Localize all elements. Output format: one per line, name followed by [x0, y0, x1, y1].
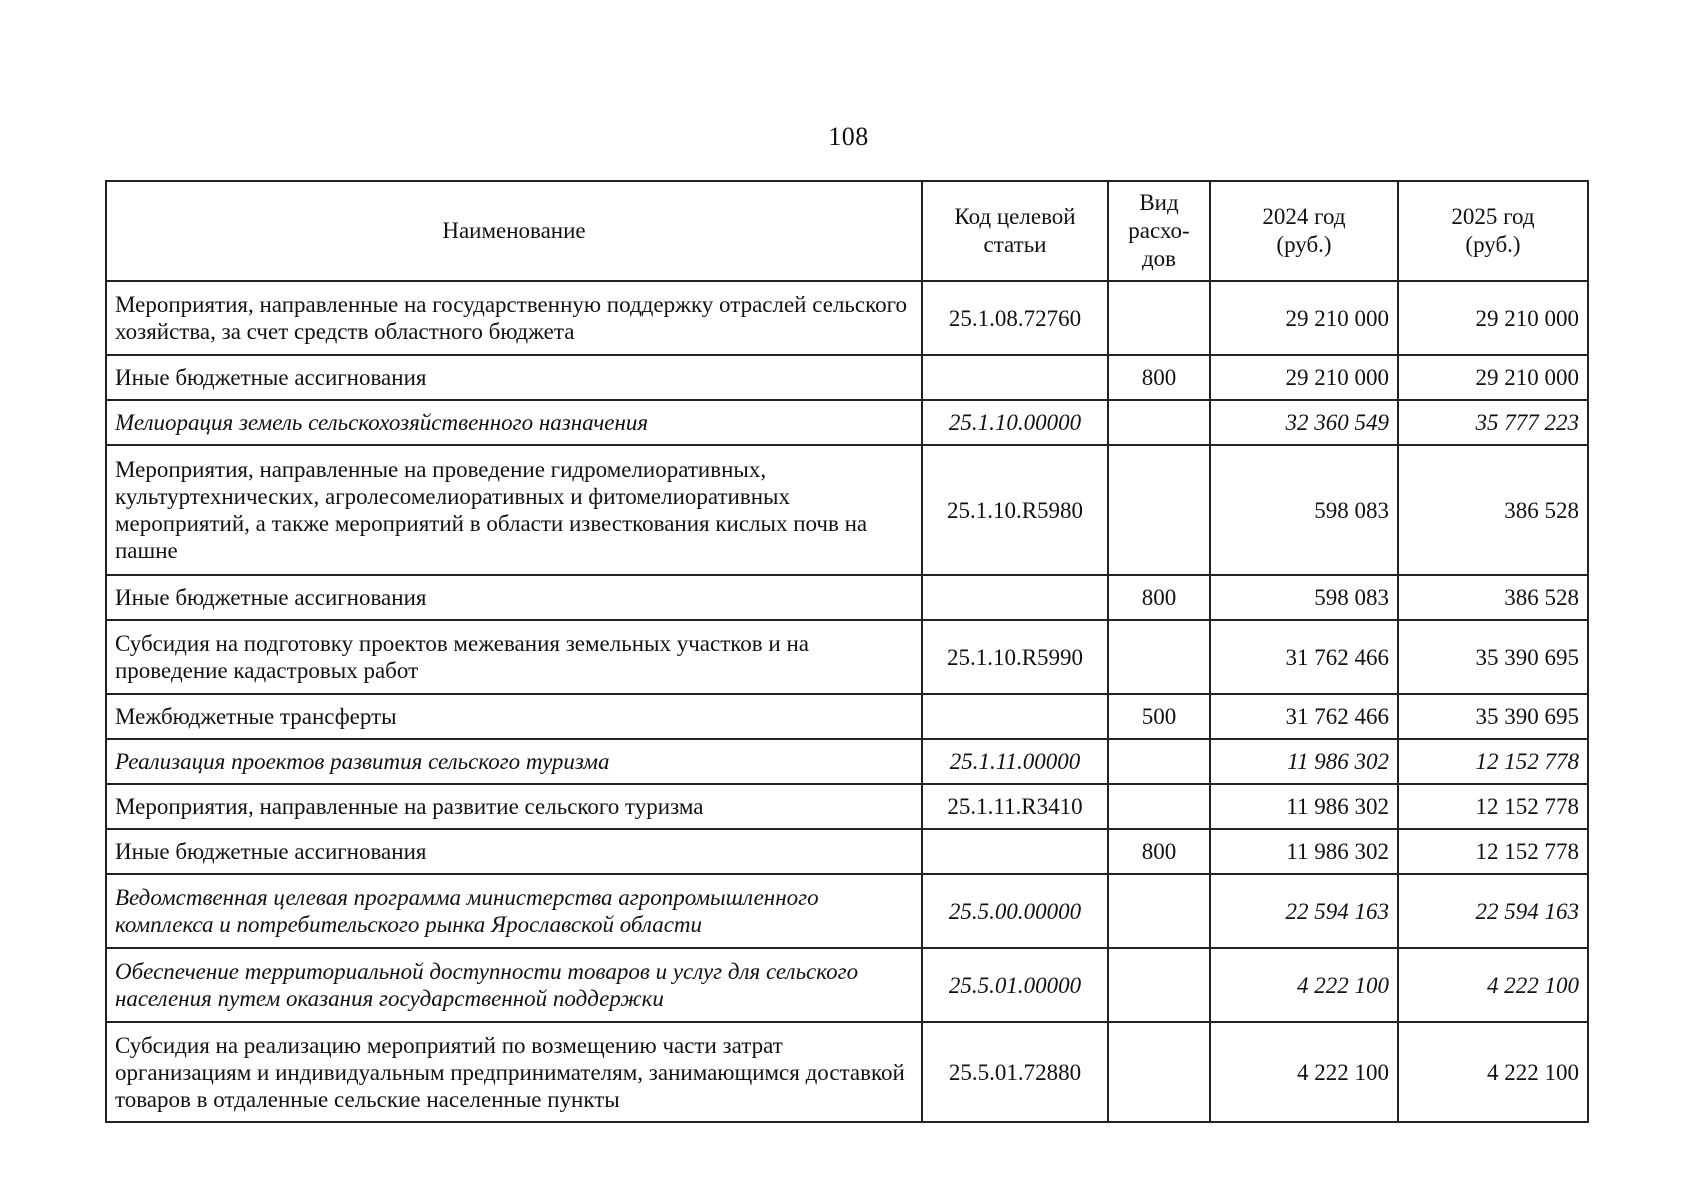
- header-2024: 2024 год (руб.): [1210, 181, 1398, 281]
- row-name-cell: Мероприятия, направленные на проведение гидромелиоративных, культуртехнических, агролесомелиоративных и фитомелиоративных мероприятий, а также мероприятий в области известкования кислых почв на пашне: [106, 445, 922, 575]
- row-name-cell: Субсидия на реализацию мероприятий по возмещению части затрат организациям и индивидуальным предпринимателям, занимающимся доставкой товаров в отдаленные сельские населенные пункты: [106, 1022, 922, 1122]
- row-type-cell: [1108, 1022, 1210, 1122]
- row-code-cell: [922, 694, 1108, 739]
- header-2025: 2025 год (руб.): [1398, 181, 1588, 281]
- row-2024-cell: 11 986 302: [1210, 739, 1398, 784]
- table-row: [106, 948, 1588, 1022]
- row-code-cell: [922, 829, 1108, 874]
- row-2024-cell: 29 210 000: [1210, 355, 1398, 400]
- row-name-cell: Обеспечение территориальной доступности товаров и услуг для сельского населения путем оказания государственной поддержки: [106, 948, 922, 1022]
- row-2024-cell: 31 762 466: [1210, 620, 1398, 694]
- row-2024-cell: 4 222 100: [1210, 948, 1398, 1022]
- table-row: [106, 694, 1588, 739]
- row-2024-cell: 11 986 302: [1210, 829, 1398, 874]
- row-2025-cell: 4 222 100: [1398, 948, 1588, 1022]
- row-code-cell: 25.1.08.72760: [922, 281, 1108, 355]
- row-code-cell: 25.5.00.00000: [922, 874, 1108, 948]
- row-2024-cell: 598 083: [1210, 575, 1398, 620]
- row-2025-cell: 12 152 778: [1398, 739, 1588, 784]
- table-row: [106, 829, 1588, 874]
- header-name: Наименование: [106, 181, 922, 281]
- row-name-cell: Реализация проектов развития сельского туризма: [106, 739, 922, 784]
- table-row: [106, 620, 1588, 694]
- row-code-cell: [922, 575, 1108, 620]
- row-name-cell: Иные бюджетные ассигнования: [106, 829, 922, 874]
- row-type-cell: 800: [1108, 829, 1210, 874]
- row-name-cell: Иные бюджетные ассигнования: [106, 575, 922, 620]
- row-2024-cell: 32 360 549: [1210, 400, 1398, 445]
- row-type-cell: [1108, 739, 1210, 784]
- row-2025-cell: 29 210 000: [1398, 281, 1588, 355]
- page-number: 108: [828, 122, 869, 151]
- row-2024-cell: 22 594 163: [1210, 874, 1398, 948]
- row-name-cell: Межбюджетные трансферты: [106, 694, 922, 739]
- row-2024-cell: 31 762 466: [1210, 694, 1398, 739]
- table-row: [106, 355, 1588, 400]
- row-2025-cell: 12 152 778: [1398, 829, 1588, 874]
- row-2025-cell: 35 390 695: [1398, 694, 1588, 739]
- row-2024-cell: 11 986 302: [1210, 784, 1398, 829]
- table-row: [106, 1022, 1588, 1122]
- row-code-cell: 25.5.01.00000: [922, 948, 1108, 1022]
- row-type-cell: [1108, 948, 1210, 1022]
- table-row: [106, 784, 1588, 829]
- row-type-cell: 500: [1108, 694, 1210, 739]
- table-body: [106, 281, 1588, 1122]
- budget-table: [105, 180, 1589, 1123]
- row-type-cell: [1108, 281, 1210, 355]
- row-type-cell: 800: [1108, 575, 1210, 620]
- row-2025-cell: 29 210 000: [1398, 355, 1588, 400]
- row-code-cell: 25.5.01.72880: [922, 1022, 1108, 1122]
- header-type: Вид расхо- дов: [1108, 181, 1210, 281]
- table-header-row: [106, 181, 1588, 281]
- row-name-cell: Мероприятия, направленные на государственную поддержку отраслей сельского хозяйства, за счет средств областного бюджета: [106, 281, 922, 355]
- header-code: Код целевой статьи: [922, 181, 1108, 281]
- row-code-cell: [922, 355, 1108, 400]
- row-code-cell: 25.1.10.R5990: [922, 620, 1108, 694]
- row-2025-cell: 4 222 100: [1398, 1022, 1588, 1122]
- row-code-cell: 25.1.11.R3410: [922, 784, 1108, 829]
- row-type-cell: 800: [1108, 355, 1210, 400]
- table-row: [106, 739, 1588, 784]
- row-2025-cell: 22 594 163: [1398, 874, 1588, 948]
- row-2025-cell: 12 152 778: [1398, 784, 1588, 829]
- table-row: [106, 281, 1588, 355]
- row-2024-cell: 598 083: [1210, 445, 1398, 575]
- row-2024-cell: 29 210 000: [1210, 281, 1398, 355]
- row-code-cell: 25.1.10.R5980: [922, 445, 1108, 575]
- table-row: [106, 575, 1588, 620]
- row-name-cell: Мероприятия, направленные на развитие сельского туризма: [106, 784, 922, 829]
- row-type-cell: [1108, 400, 1210, 445]
- row-2025-cell: 35 777 223: [1398, 400, 1588, 445]
- row-2025-cell: 386 528: [1398, 575, 1588, 620]
- table-row: [106, 874, 1588, 948]
- row-type-cell: [1108, 620, 1210, 694]
- row-2025-cell: 386 528: [1398, 445, 1588, 575]
- row-name-cell: Иные бюджетные ассигнования: [106, 355, 922, 400]
- row-name-cell: Мелиорация земель сельскохозяйственного назначения: [106, 400, 922, 445]
- table-row: [106, 445, 1588, 575]
- row-2025-cell: 35 390 695: [1398, 620, 1588, 694]
- row-type-cell: [1108, 874, 1210, 948]
- row-name-cell: Субсидия на подготовку проектов межевания земельных участков и на проведение кадастровых работ: [106, 620, 922, 694]
- row-type-cell: [1108, 784, 1210, 829]
- row-type-cell: [1108, 445, 1210, 575]
- table-row: [106, 400, 1588, 445]
- row-code-cell: 25.1.11.00000: [922, 739, 1108, 784]
- row-2024-cell: 4 222 100: [1210, 1022, 1398, 1122]
- row-code-cell: 25.1.10.00000: [922, 400, 1108, 445]
- row-name-cell: Ведомственная целевая программа министерства агропромышленного комплекса и потребительского рынка Ярославской области: [106, 874, 922, 948]
